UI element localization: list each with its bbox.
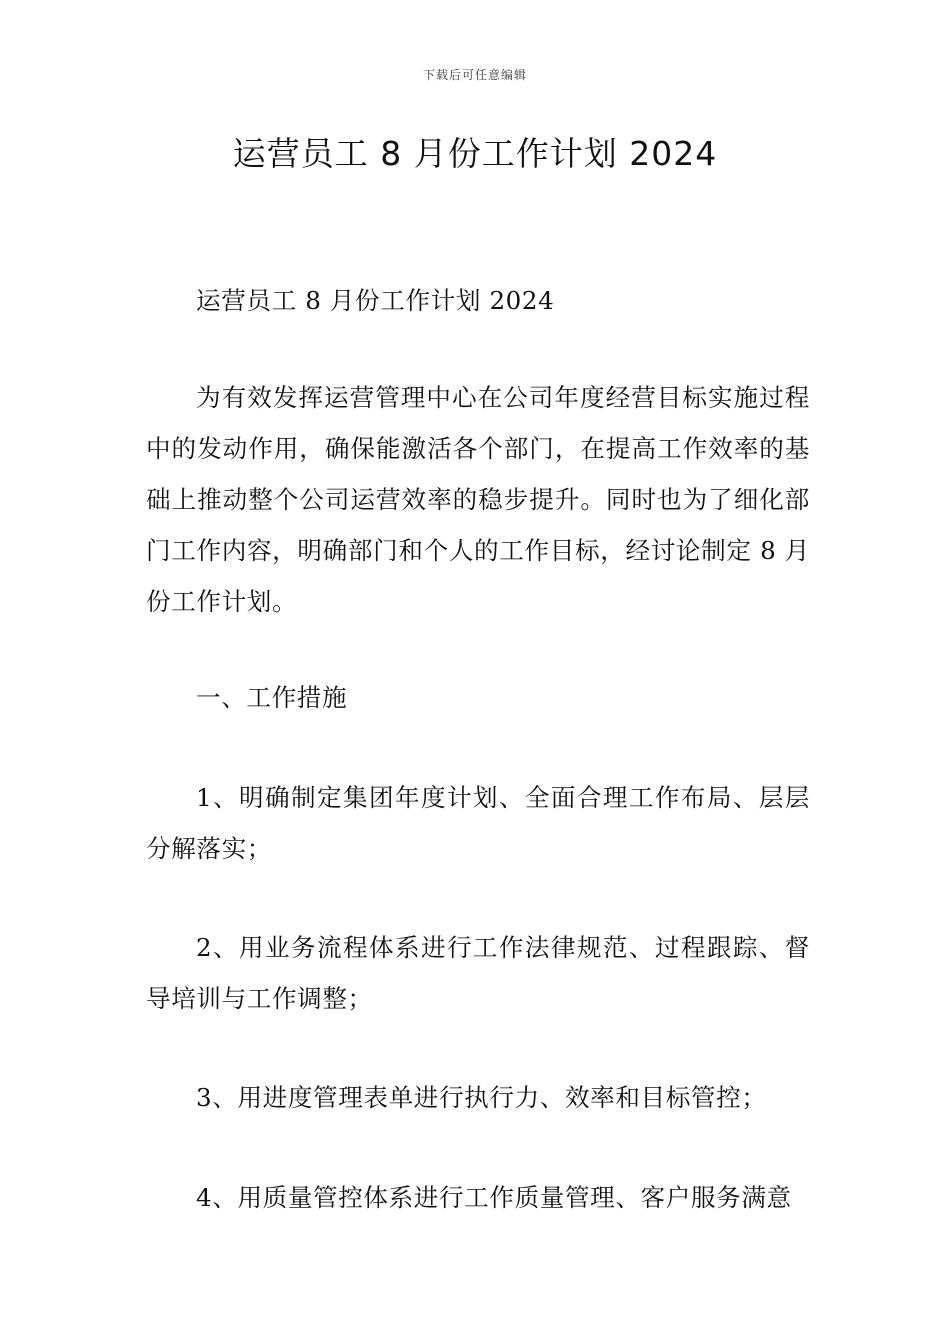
intro-paragraph: 为有效发挥运营管理中心在公司年度经营目标实施过程中的发动作用，确保能激活各个部门，在提高工作效率的基础上推动整个公司运营效率的稳步提升。同时也为了细化部门工作内容，明确部门和个人的工作目标，经讨论制定 8 月份工作计划。 [146,383,810,616]
document-title: 运营员工 8 月份工作计划 2024 [232,134,718,173]
list-item: 1、明确制定集团年度计划、全面合理工作布局、层层分解落实； [146,783,810,863]
list-item: 3、用进度管理表单进行执行力、效率和目标管控； [196,1083,767,1112]
subtitle-paragraph: 运营员工 8 月份工作计划 2024 [196,286,555,315]
header-note: 下载后可任意编辑 [422,68,527,82]
list-item: 2、用业务流程体系进行工作法律规范、过程跟踪、督导培训与工作调整； [146,933,810,1013]
section-heading: 一、工作措施 [196,683,348,712]
list-item: 4、用质量管控体系进行工作质量管理、客户服务满意 [196,1183,792,1212]
